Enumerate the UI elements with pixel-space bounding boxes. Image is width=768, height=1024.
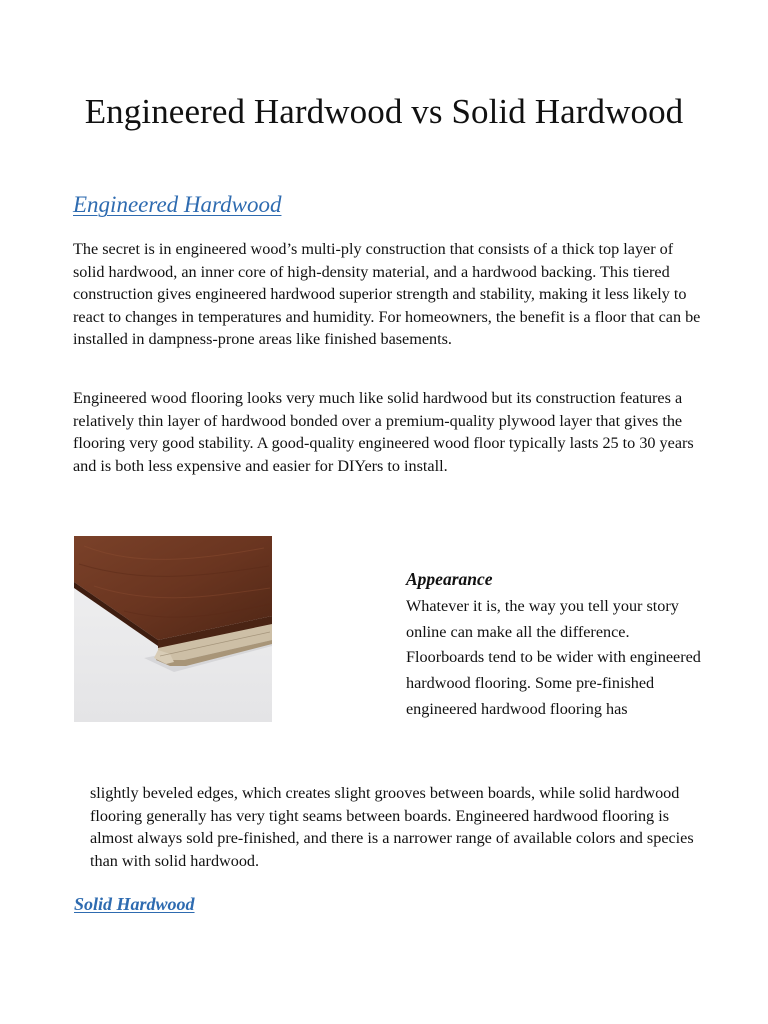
appearance-text-beside-image: Whatever it is, the way you tell your story online can make all the difference. Floorboards tend to be wider with engineered hardwood flooring. Some pre-finished engineered hardwood flooring has: [406, 597, 701, 718]
appearance-heading: Appearance: [406, 569, 493, 589]
engineered-paragraph-1: The secret is in engineered wood’s multi-ply construction that consists of a thick top layer of solid hardwood, an inner core of high-density material, and a hardwood backing. This tiered construction gives engineered hardwood superior strength and stability, making it less likely to react to changes in temperatures and humidity. For homeowners, the benefit is a floor that can be installed in dampness-prone areas like finished basements.: [73, 240, 701, 349]
engineered-paragraph-2: Engineered wood flooring looks very much like solid hardwood but its construction features a relatively thin layer of hardwood bonded over a premium-quality plywood layer that gives the flooring very good stability. A good-quality engineered wood floor typically lasts 25 to 30 years and is both less expensive and easier for DIYers to install.: [73, 389, 694, 475]
engineered-floorboard-image: [74, 536, 272, 722]
solid-hardwood-heading[interactable]: Solid Hardwood: [74, 894, 195, 914]
floorboard-illustration: [74, 536, 272, 722]
engineered-hardwood-heading[interactable]: Engineered Hardwood: [73, 192, 282, 217]
appearance-text-continued: slightly beveled edges, which creates slight grooves between boards, while solid hardwood flooring generally has very tight seams between boards. Engineered hardwood flooring is almost always sold pre-finished, and there is a narrower range of available colors and species than with solid hardwood.: [90, 784, 694, 870]
page-title: Engineered Hardwood vs Solid Hardwood: [84, 92, 684, 131]
